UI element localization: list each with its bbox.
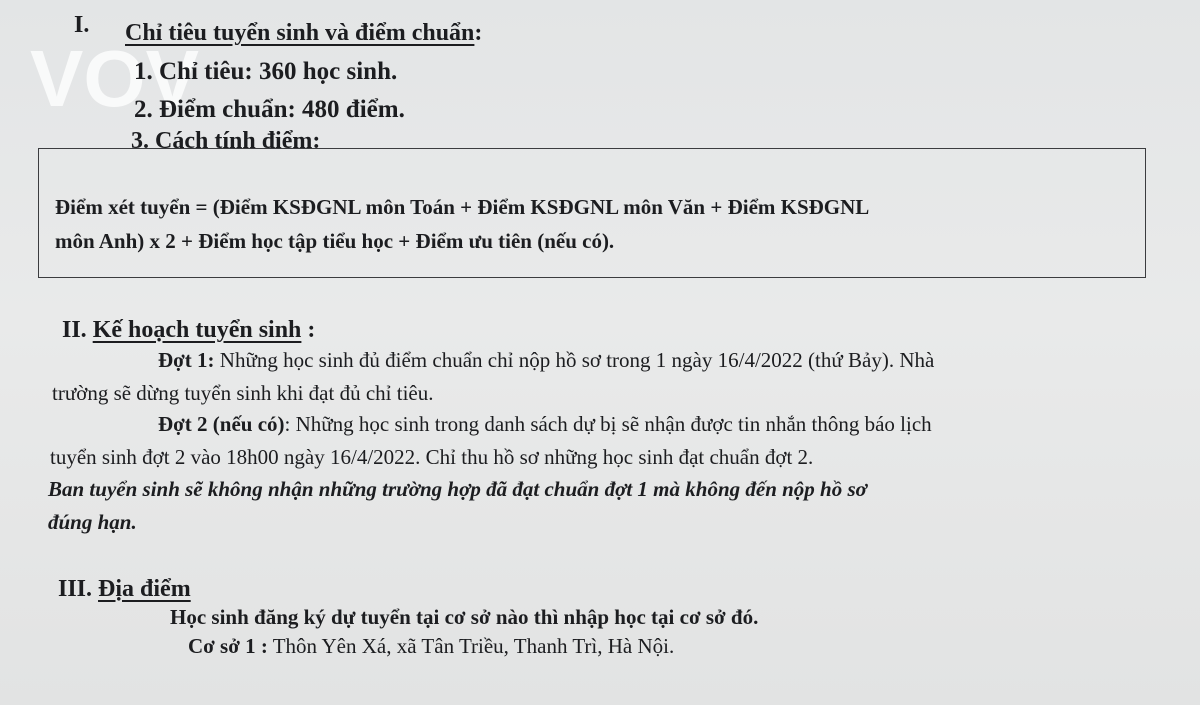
vov-watermark-text: VOV xyxy=(30,40,199,120)
round-2-continuation: tuyển sinh đợt 2 vào 18h00 ngày 16/4/2022. Chỉ thu hồ sơ những học sinh đạt chuẩn đợt 2. xyxy=(50,445,814,469)
section-1-heading xyxy=(125,20,482,47)
formula-line-1: Điểm xét tuyển = (Điểm KSĐGNL môn Toán + Điểm KSĐGNL môn Văn + Điểm KSĐGNL xyxy=(55,195,870,219)
round-2-text: : Những học sinh trong danh sách dự bị sẽ nhận được tin nhắn thông báo lịch xyxy=(284,412,932,436)
formula-box xyxy=(38,148,1146,278)
section-3-numeral: III. xyxy=(58,576,93,602)
round-2-label: Đợt 2 (nếu có) xyxy=(158,412,285,436)
round-1-continuation: trường sẽ dừng tuyển sinh khi đạt đủ chỉ tiêu. xyxy=(52,381,434,405)
admissions-note-line-1: Ban tuyển sinh sẽ không nhận những trường hợp đã đạt chuẩn đợt 1 mà không đến nộp hồ sơ xyxy=(48,477,867,501)
round-1-paragraph xyxy=(158,348,934,373)
section-2-numeral: II. xyxy=(62,317,87,343)
round-1-label: Đợt 1: xyxy=(158,348,215,372)
cutoff-score: 2. Điểm chuẩn: 480 điểm. xyxy=(134,96,405,123)
section-2-colon: : xyxy=(301,317,316,343)
campus-1-line xyxy=(188,634,674,659)
formula-line-2: môn Anh) x 2 + Điểm học tập tiểu học + Điểm ưu tiên (nếu có). xyxy=(55,229,615,253)
section-2-heading xyxy=(62,317,315,344)
section-1-numeral: I. xyxy=(74,12,90,38)
section-3-title: Địa điểm xyxy=(98,576,191,602)
section-1-title: Chỉ tiêu tuyển sinh và điểm chuẩn xyxy=(125,20,475,46)
location-rule: Học sinh đăng ký dự tuyển tại cơ sở nào thì nhập học tại cơ sở đó. xyxy=(170,605,759,629)
round-1-text: Những học sinh đủ điểm chuẩn chỉ nộp hồ sơ trong 1 ngày 16/4/2022 (thứ Bảy). Nhà xyxy=(214,348,935,372)
target-quota: 1. Chỉ tiêu: 360 học sinh. xyxy=(134,58,398,85)
round-2-paragraph xyxy=(158,412,932,437)
scoring-method-label: 3. Cách tính điểm: xyxy=(131,128,321,154)
section-3-heading xyxy=(58,576,191,603)
section-2-title: Kế hoạch tuyển sinh xyxy=(92,317,302,343)
campus-1-label: Cơ sở 1 : xyxy=(188,634,268,658)
campus-1-address: Thôn Yên Xá, xã Tân Triều, Thanh Trì, Hà Nội. xyxy=(267,634,675,658)
admissions-note-line-2: đúng hạn. xyxy=(48,510,137,534)
section-1-colon: : xyxy=(474,20,483,46)
